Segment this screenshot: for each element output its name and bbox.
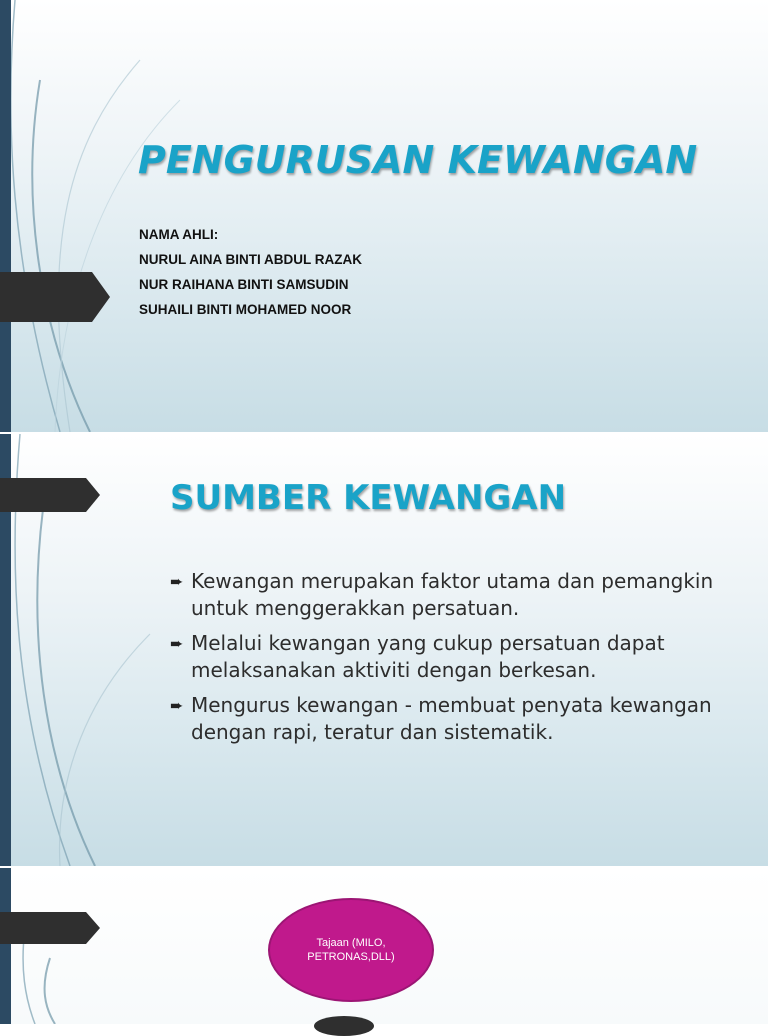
members-heading: NAMA AHLI: — [139, 227, 219, 242]
left-accent-bar — [0, 0, 11, 432]
slide-heading: SUMBER KEWANGAN — [170, 478, 567, 518]
oval-label: Tajaan (MILO, PETRONAS,DLL) — [307, 937, 395, 963]
member-name: NURUL AINA BINTI ABDUL RAZAK — [139, 252, 362, 267]
bullet-item — [170, 568, 750, 622]
arrow-tab-icon — [0, 478, 102, 512]
decorative-swoosh — [0, 868, 120, 1024]
bullet-list — [170, 568, 750, 754]
arrow-tab-icon — [0, 272, 112, 322]
sponsorship-oval — [268, 898, 434, 1002]
arrow-tab-icon — [0, 912, 102, 944]
right-pointing-hand-icon: ➨ — [170, 696, 184, 715]
connector-node — [314, 1016, 374, 1036]
slide-title — [0, 0, 768, 432]
bullet-text: Kewangan merupakan faktor utama dan pemangkin untuk menggerakkan persatuan. — [191, 569, 714, 620]
right-pointing-hand-icon: ➨ — [170, 572, 184, 591]
member-name: SUHAILI BINTI MOHAMED NOOR — [139, 302, 352, 317]
bullet-item — [170, 692, 750, 746]
bullet-item — [170, 630, 750, 684]
bullet-text: Melalui kewangan yang cukup persatuan dapat melaksanakan aktiviti dengan berkesan. — [191, 631, 665, 682]
left-accent-bar — [0, 868, 11, 1024]
member-list — [139, 225, 362, 325]
right-pointing-hand-icon: ➨ — [170, 634, 184, 653]
decorative-swoosh — [0, 0, 200, 432]
member-name: NUR RAIHANA BINTI SAMSUDIN — [139, 277, 349, 292]
presentation-title: PENGURUSAN KEWANGAN — [138, 138, 698, 182]
bullet-text: Mengurus kewangan - membuat penyata kewangan dengan rapi, teratur dan sistematik. — [191, 693, 712, 744]
